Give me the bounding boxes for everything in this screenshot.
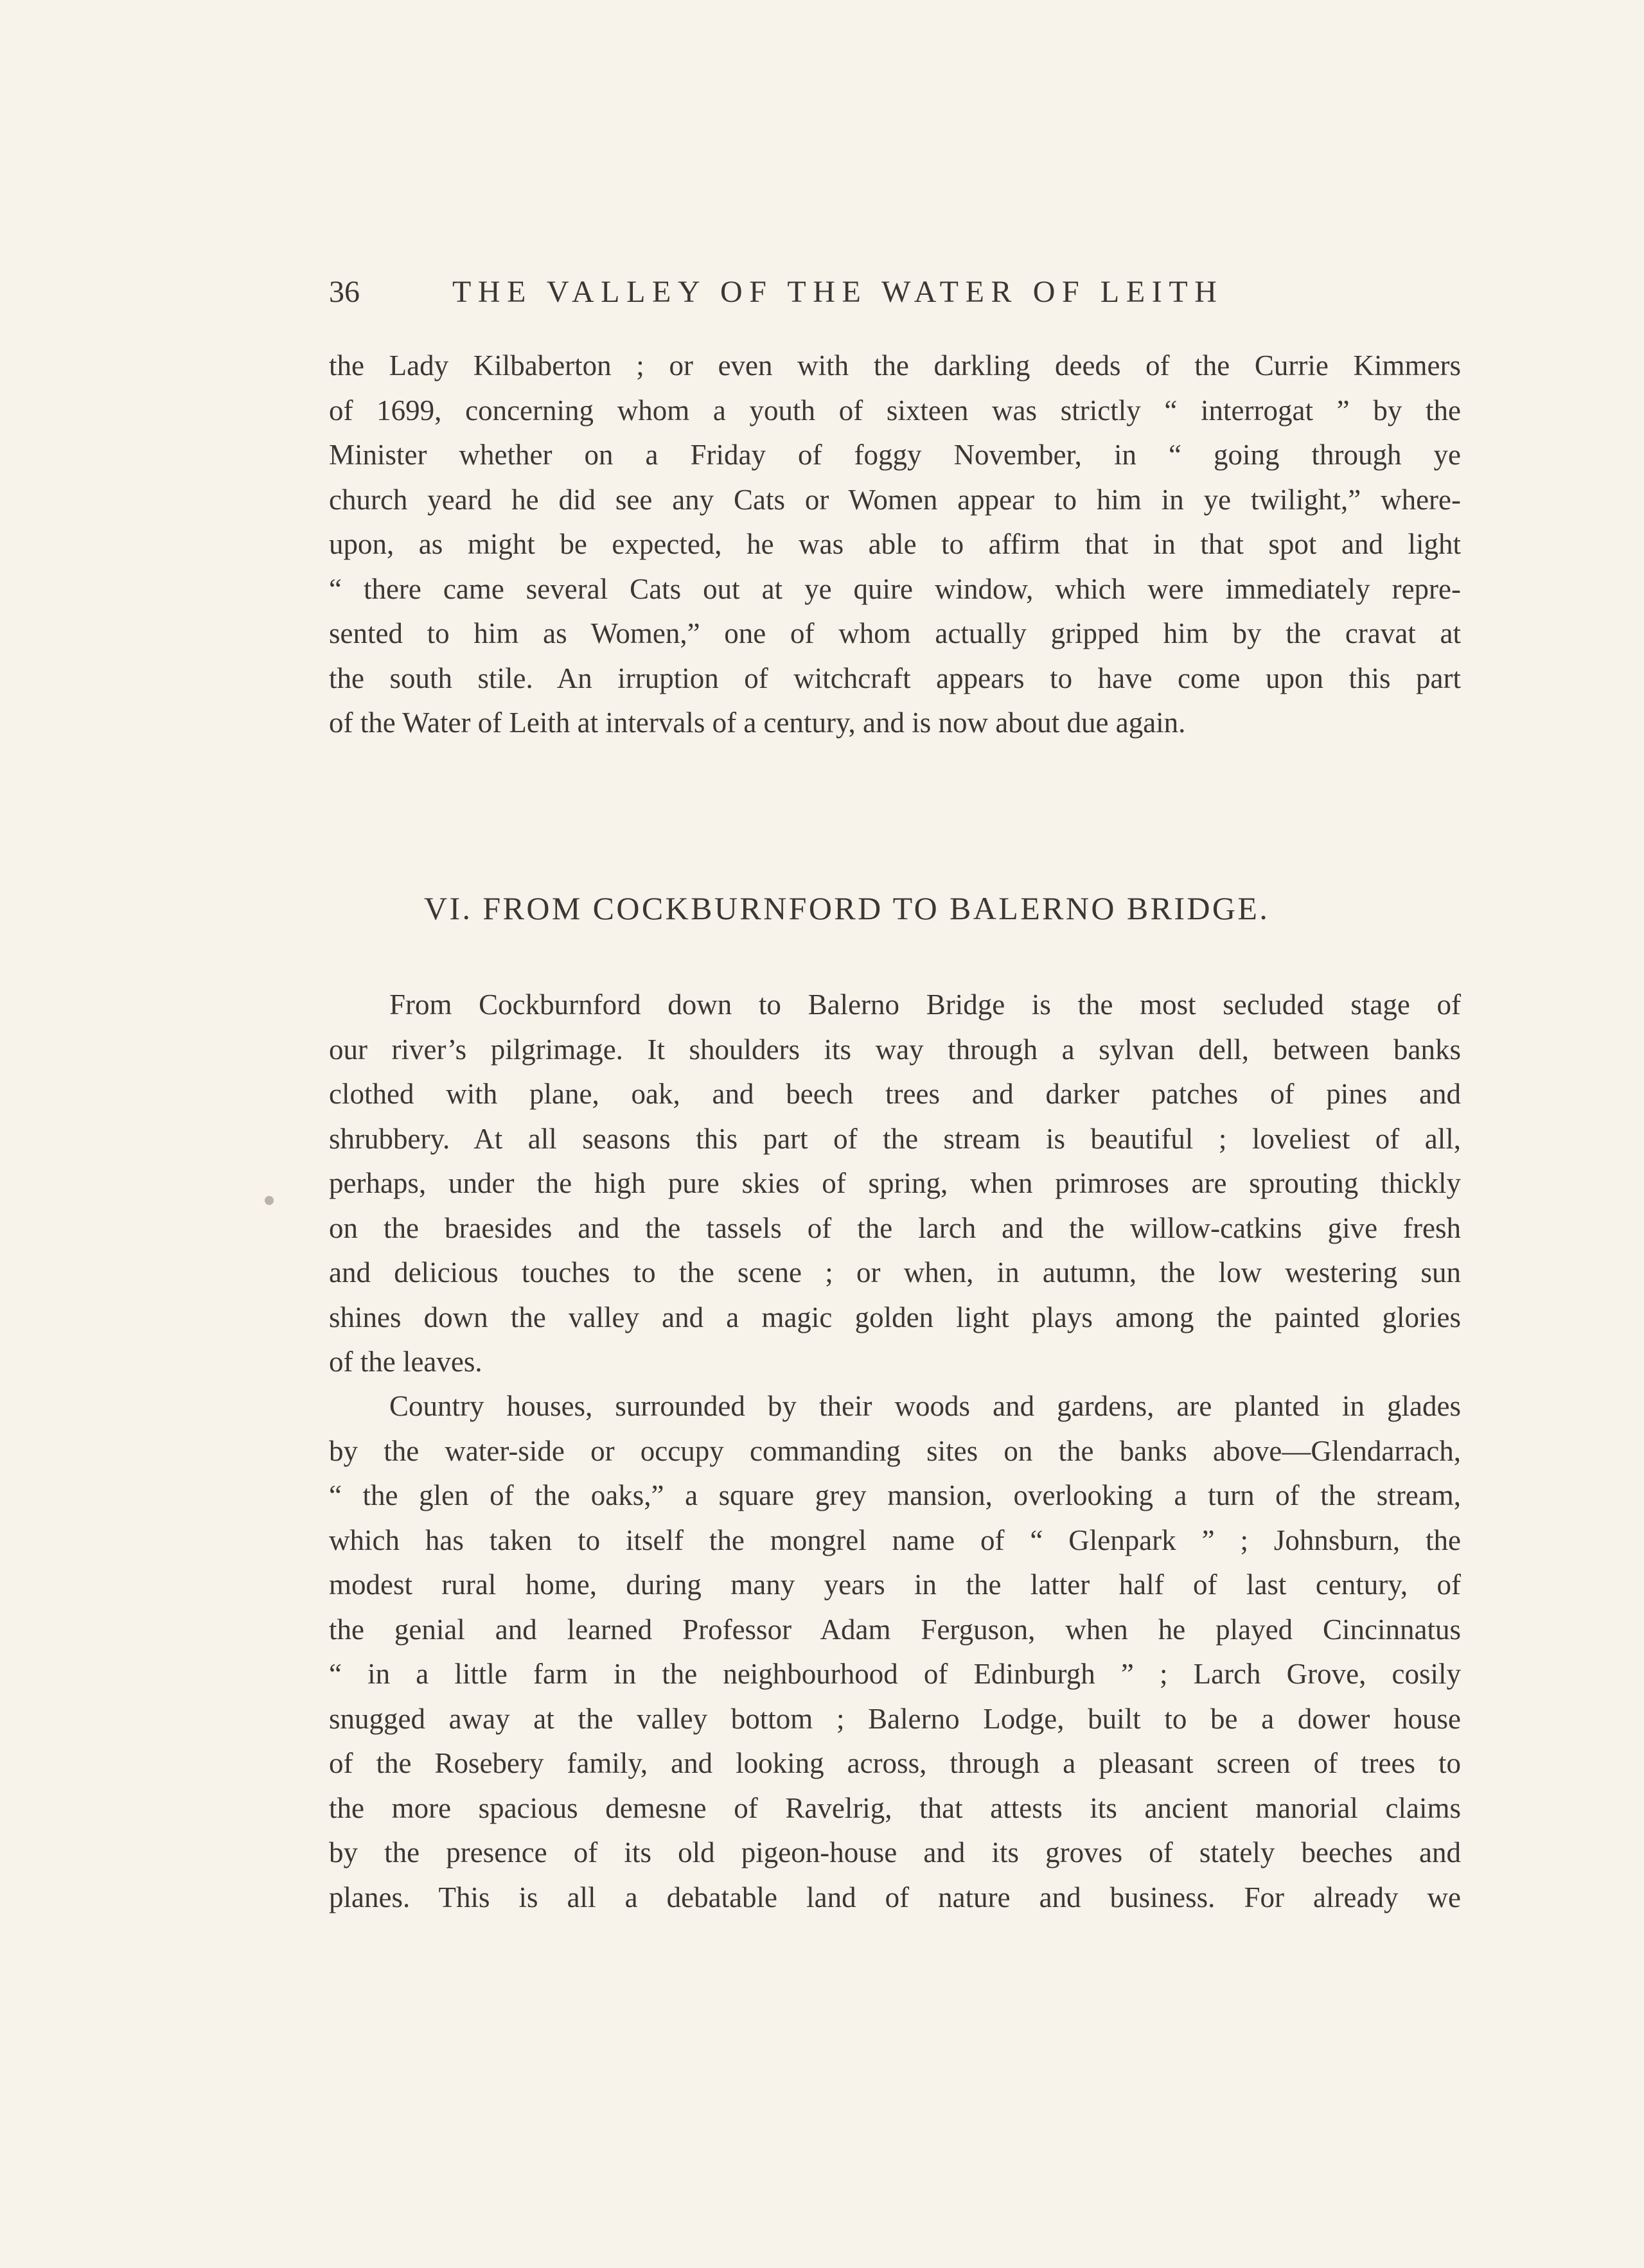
text-line: Minister whether on a Friday of foggy November, in “ going through ye xyxy=(329,439,1461,471)
text-line: our river’s pilgrimage. It shoulders its way through a sylvan dell, between banks xyxy=(329,1033,1461,1066)
section-paragraph-1 xyxy=(329,983,1461,1385)
text-line: modest rural home, during many years in the latter half of last century, of xyxy=(329,1569,1461,1601)
text-line: clothed with plane, oak, and beech trees and darker patches of pines and xyxy=(329,1078,1461,1110)
text-line: the south stile. An irruption of witchcraft appears to have come upon this part xyxy=(329,662,1461,694)
running-title: THE VALLEY OF THE WATER OF LEITH xyxy=(452,275,1224,309)
section-paragraph-2 xyxy=(329,1384,1461,1920)
text-line: shrubbery. At all seasons this part of the stream is beautiful ; loveliest of all, xyxy=(329,1122,1461,1155)
continuation-paragraph xyxy=(329,344,1461,746)
text-line: perhaps, under the high pure skies of spring, when primroses are sprouting thickly xyxy=(329,1167,1461,1199)
text-line: sented to him as Women,” one of whom actually gripped him by the cravat at xyxy=(329,617,1461,649)
text-line: the genial and learned Professor Adam Ferguson, when he played Cincinnatus xyxy=(329,1613,1461,1646)
text-line: which has taken to itself the mongrel name of “ Glenpark ” ; Johnsburn, the xyxy=(329,1524,1461,1556)
page-number: 36 xyxy=(329,275,360,309)
text-line: the more spacious demesne of Ravelrig, that attests its ancient manorial claims xyxy=(329,1791,1461,1824)
text-line: snugged away at the valley bottom ; Balerno Lodge, built to be a dower house xyxy=(329,1702,1461,1735)
text-line: and delicious touches to the scene ; or when, in autumn, the low westering sun xyxy=(329,1256,1461,1288)
text-line: planes. This is all a debatable land of nature and business. For already we xyxy=(329,1881,1461,1913)
text-line: on the braesides and the tassels of the larch and the willow-catkins give fresh xyxy=(329,1211,1461,1244)
text-line: of the Rosebery family, and looking across, through a pleasant screen of trees to xyxy=(329,1747,1461,1779)
section-heading: VI. FROM COCKBURNFORD TO BALERNO BRIDGE. xyxy=(424,890,1270,926)
text-line: “ there came several Cats out at ye quire window, which were immediately repre- xyxy=(329,572,1461,605)
text-line: the Lady Kilbaberton ; or even with the darkling deeds of the Currie Kimmers xyxy=(329,349,1461,382)
running-head xyxy=(329,270,1349,315)
text-line: “ in a little farm in the neighbourhood of Edinburgh ” ; Larch Grove, cosily xyxy=(329,1658,1461,1690)
text-line: church yeard he did see any Cats or Women appear to him in ye twilight,” where- xyxy=(329,483,1461,516)
text-line: Country houses, surrounded by their woods and gardens, are planted in glades xyxy=(389,1390,1461,1422)
text-line: “ the glen of the oaks,” a square grey mansion, overlooking a turn of the stream, xyxy=(329,1479,1461,1511)
text-line: by the water-side or occupy commanding sites on the banks above—Glendarrach, xyxy=(329,1434,1461,1467)
text-line: of the Water of Leith at intervals of a century, and is now about due again. xyxy=(329,707,1186,739)
text-line: upon, as might be expected, he was able to affirm that in that spot and light xyxy=(329,528,1461,560)
ink-spot xyxy=(265,1196,274,1205)
text-line: shines down the valley and a magic golden light plays among the painted glories xyxy=(329,1301,1461,1333)
text-line: of 1699, concerning whom a youth of sixteen was strictly “ interrogat ” by the xyxy=(329,394,1461,426)
text-line: of the leaves. xyxy=(329,1346,482,1378)
text-line: by the presence of its old pigeon-house and its groves of stately beeches and xyxy=(329,1836,1461,1868)
text-line: From Cockburnford down to Balerno Bridge is the most secluded stage of xyxy=(389,989,1461,1021)
